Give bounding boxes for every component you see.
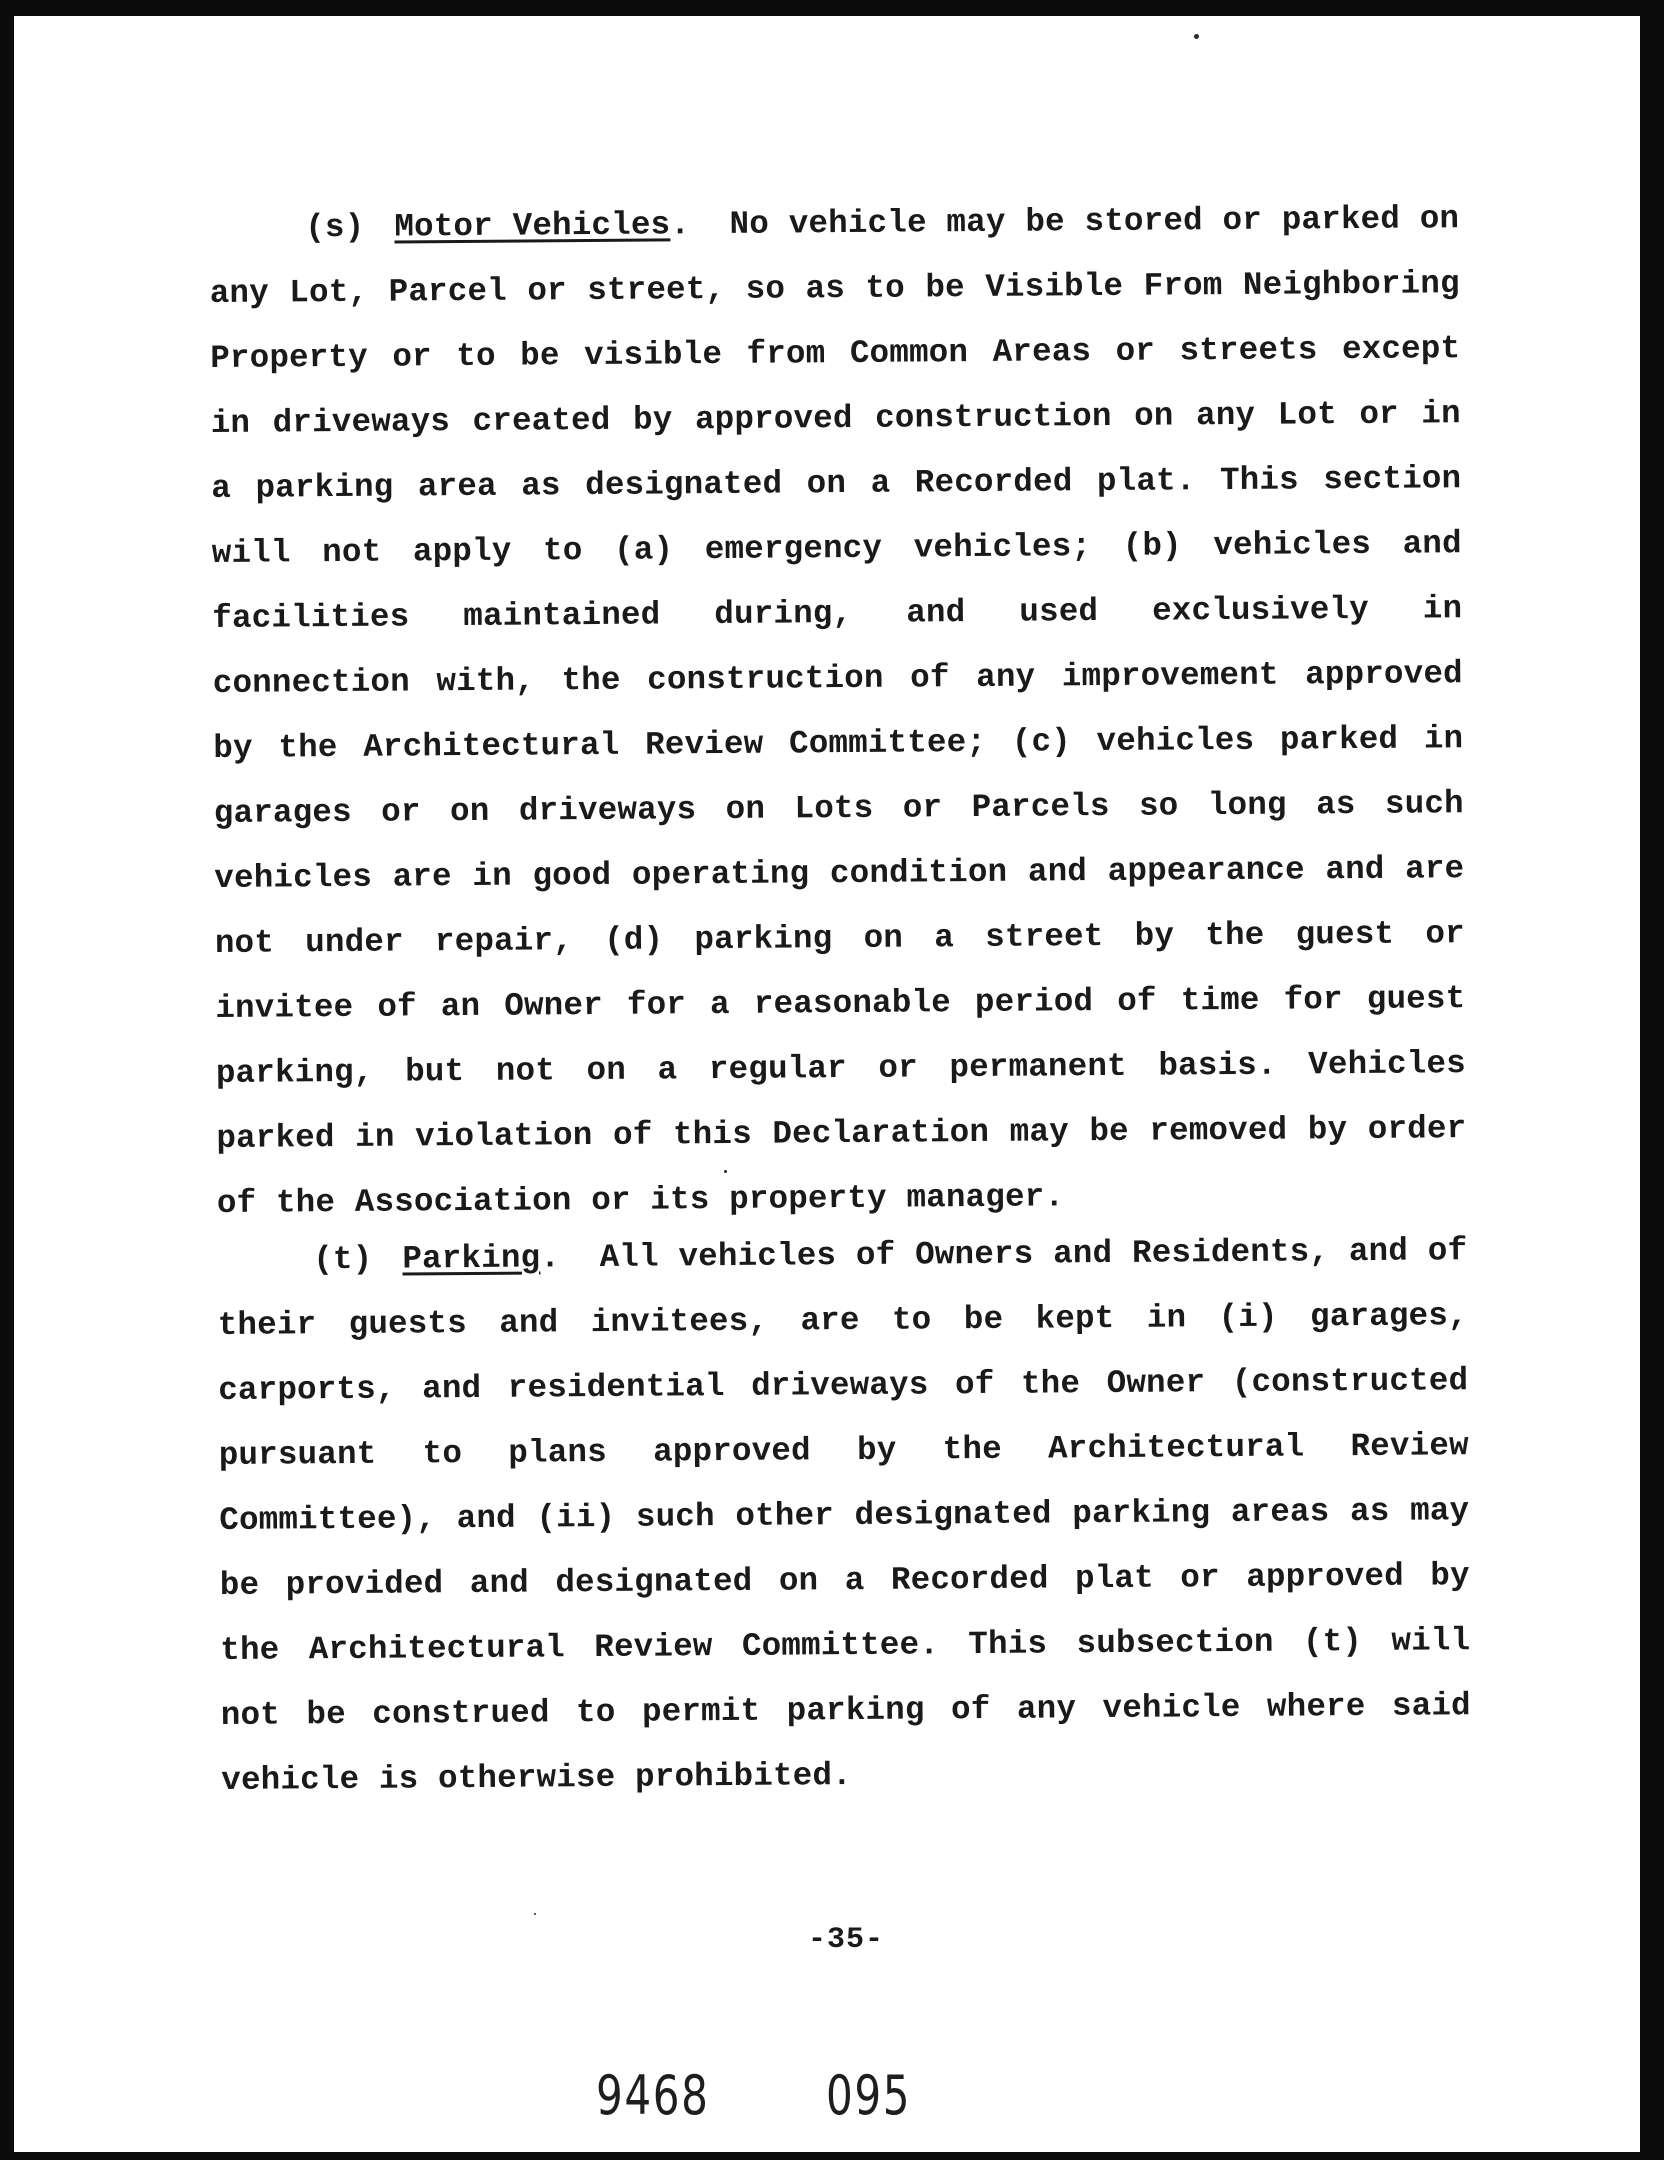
document-page [14, 16, 1640, 2152]
page-number: -35- [807, 1923, 884, 1957]
section-heading-period: . [540, 1239, 561, 1277]
section-body: All vehicles of Owners and Residents, and of their guests and invitees, are to be kept in (i) garages, carports, and residential driveways of the Owner (constructed pursuant to plans approved by the Architectural Review Committee), and (ii) such other designated parking areas as may be provided and designated on a Recorded plat or approved by the Architectural Review Committee. This subsection (t) will not be construed to permit parking of any vehicle where said vehicle is otherwise prohibited. [217, 1232, 1471, 1799]
scan-speck [724, 1170, 727, 1173]
section-motor-vehicles [209, 186, 1467, 1236]
section-heading: Parking [402, 1239, 541, 1278]
section-number: (s) [305, 208, 365, 247]
section-number: (t) [313, 1240, 373, 1279]
scan-speck [1194, 34, 1199, 39]
recording-stamp-page: 095 [826, 2064, 912, 2127]
section-body: No vehicle may be stored or parked on any Lot, Parcel or street, so as to be Visible From Neighboring Property or to be visible from Common Areas or streets except in driveways created by approved construction on any Lot or in a parking area as designated on a Recorded plat. This section will not apply to (a) emergency vehicles; (b) vehicles and facilities maintained during, and used exclusively in connection with, the construction of any improvement approved by the Architectural Review Committee; (c) vehicles parked in garages or on driveways on Lots or Parcels so long as such vehicles are in good operating condition and appearance and are not under repair, (d) parking on a street by the guest or invitee of an Owner for a reasonable period of time for guest parking, but not on a regular or permanent basis. Vehicles parked in violation of this Declaration may be removed by order of the Association or its property manager. [209, 200, 1467, 1222]
recording-stamp-book: 9468 [596, 2064, 710, 2127]
scan-speck [534, 1913, 536, 1915]
section-parking [217, 1218, 1472, 1813]
section-heading: Motor Vehicles [394, 206, 671, 246]
section-heading-period: . [670, 206, 691, 244]
